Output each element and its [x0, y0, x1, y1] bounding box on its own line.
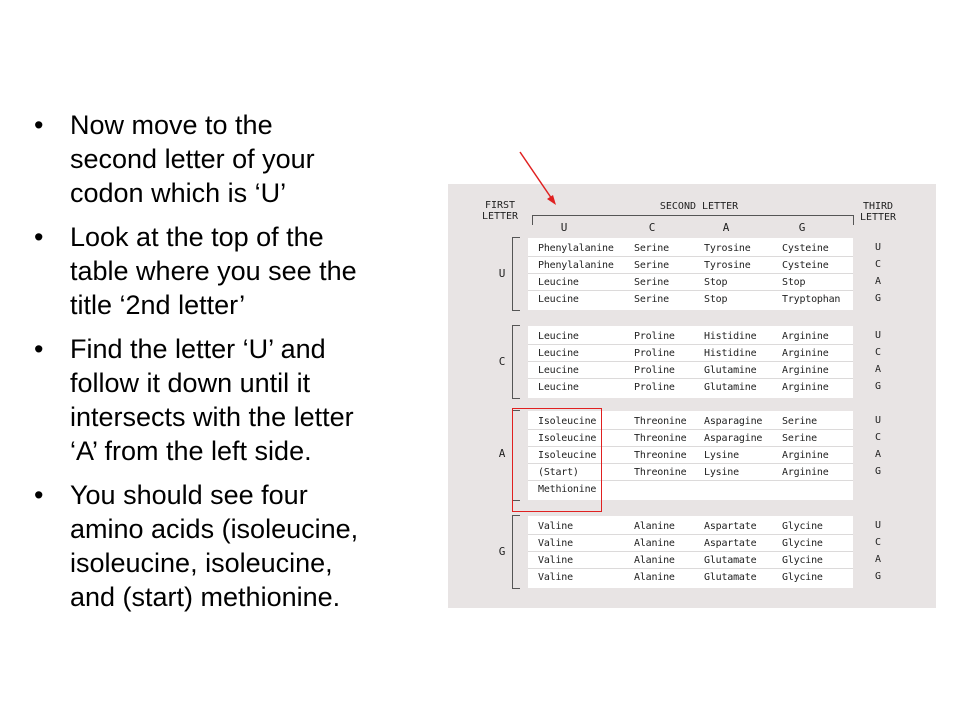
second-letter-u: U	[560, 221, 568, 234]
amino-acid-cell: Valine	[538, 538, 573, 549]
amino-acid-cell: Histidine	[704, 348, 757, 359]
codon-block	[528, 238, 853, 310]
amino-acid-cell: Valine	[538, 572, 573, 583]
codon-table	[448, 184, 936, 608]
third-letter-c: C	[874, 432, 882, 443]
amino-acid-cell: Stop	[782, 277, 806, 288]
amino-acid-cell: Aspartate	[704, 538, 757, 549]
second-letter-c: C	[648, 221, 656, 234]
table-row	[528, 552, 853, 569]
amino-acid-cell: Tryptophan	[782, 294, 841, 305]
amino-acid-cell: Alanine	[634, 521, 675, 532]
table-row	[528, 430, 853, 447]
amino-acid-cell: Glycine	[782, 538, 823, 549]
amino-acid-cell: Proline	[634, 382, 675, 393]
third-letter-a: A	[874, 554, 882, 565]
third-letter-u: U	[874, 330, 882, 341]
amino-acid-cell: Leucine	[538, 365, 579, 376]
table-row	[528, 518, 853, 535]
third-letter-header: THIRD LETTER	[859, 201, 897, 223]
second-letter-header: SECOND LETTER	[659, 201, 739, 212]
third-letter-c: C	[874, 537, 882, 548]
amino-acid-cell: Isoleucine	[538, 416, 597, 427]
amino-acid-cell: Arginine	[782, 450, 829, 461]
first-letter-c: C	[498, 355, 506, 368]
table-row	[528, 447, 853, 464]
amino-acid-cell: Arginine	[782, 348, 829, 359]
third-letter-a: A	[874, 364, 882, 375]
third-letter-g: G	[874, 381, 882, 392]
first-letter-g: G	[498, 545, 506, 558]
amino-acid-cell: Glycine	[782, 521, 823, 532]
amino-acid-cell: Cysteine	[782, 260, 829, 271]
amino-acid-cell: Serine	[634, 294, 669, 305]
amino-acid-cell: Serine	[782, 433, 817, 444]
amino-acid-cell: Valine	[538, 555, 573, 566]
amino-acid-cell: Lysine	[704, 450, 739, 461]
amino-acid-cell: Cysteine	[782, 243, 829, 254]
amino-acid-cell: Alanine	[634, 538, 675, 549]
amino-acid-cell: Threonine	[634, 416, 687, 427]
third-letter-g: G	[874, 466, 882, 477]
bullet-item	[32, 220, 432, 322]
codon-block	[528, 516, 853, 588]
third-letter-u: U	[874, 415, 882, 426]
amino-acid-cell: Threonine	[634, 450, 687, 461]
first-letter-u: U	[498, 267, 506, 280]
bullet-list	[32, 108, 432, 624]
amino-acid-cell: Phenylalanine	[538, 243, 614, 254]
amino-acid-cell: Serine	[634, 277, 669, 288]
amino-acid-cell: Stop	[704, 294, 728, 305]
first-letter-brace	[512, 515, 520, 589]
third-letter-c: C	[874, 347, 882, 358]
table-row	[528, 362, 853, 379]
amino-acid-cell: Glutamine	[704, 365, 757, 376]
amino-acid-cell: Tyrosine	[704, 260, 751, 271]
amino-acid-cell: Histidine	[704, 331, 757, 342]
bullet-item	[32, 108, 432, 210]
amino-acid-cell: Lysine	[704, 467, 739, 478]
amino-acid-cell: Stop	[704, 277, 728, 288]
third-letter-g: G	[874, 293, 882, 304]
bullet-text: Find the letter ‘U’ and follow it down until it intersects with the letter ‘A’ from the left side.	[70, 334, 354, 466]
table-row	[528, 257, 853, 274]
table-row	[528, 569, 853, 586]
amino-acid-cell: Threonine	[634, 433, 687, 444]
red-arrow-icon	[510, 148, 560, 210]
table-row	[528, 345, 853, 362]
table-row	[528, 464, 853, 481]
amino-acid-cell: Glycine	[782, 572, 823, 583]
amino-acid-cell: Tyrosine	[704, 243, 751, 254]
amino-acid-cell: Arginine	[782, 331, 829, 342]
bullet-text: You should see four amino acids (isoleucine, isoleucine, isoleucine, and (start) methionine.	[70, 480, 359, 612]
bullet-marker: •	[34, 110, 44, 140]
amino-acid-cell: Alanine	[634, 555, 675, 566]
table-row	[528, 413, 853, 430]
amino-acid-cell: Leucine	[538, 348, 579, 359]
amino-acid-cell: Serine	[634, 260, 669, 271]
amino-acid-cell: Arginine	[782, 382, 829, 393]
table-row	[528, 291, 853, 308]
table-row	[528, 328, 853, 345]
bullet-text: Now move to the second letter of your codon which is ‘U’	[70, 110, 315, 208]
amino-acid-cell: Asparagine	[704, 416, 763, 427]
amino-acid-cell: Serine	[782, 416, 817, 427]
amino-acid-cell: Glutamate	[704, 572, 757, 583]
second-letter-g: G	[798, 221, 806, 234]
amino-acid-cell: Alanine	[634, 572, 675, 583]
codon-block	[528, 411, 853, 500]
first-letter-a: A	[498, 447, 506, 460]
bullet-marker: •	[34, 334, 44, 364]
amino-acid-cell: Serine	[634, 243, 669, 254]
codon-block	[528, 326, 853, 398]
amino-acid-cell: Isoleucine	[538, 433, 597, 444]
table-row	[528, 481, 853, 498]
amino-acid-cell: Leucine	[538, 382, 579, 393]
first-letter-brace	[512, 237, 520, 311]
amino-acid-cell: Proline	[634, 348, 675, 359]
amino-acid-cell: Valine	[538, 521, 573, 532]
table-row	[528, 379, 853, 396]
amino-acid-cell: Proline	[634, 331, 675, 342]
amino-acid-cell: Proline	[634, 365, 675, 376]
table-row	[528, 535, 853, 552]
table-row	[528, 274, 853, 291]
first-letter-brace	[512, 410, 520, 501]
first-letter-header: FIRST LETTER	[481, 200, 519, 222]
third-letter-u: U	[874, 520, 882, 531]
amino-acid-cell: Aspartate	[704, 521, 757, 532]
first-letter-brace	[512, 325, 520, 399]
third-letter-u: U	[874, 242, 882, 253]
table-row	[528, 240, 853, 257]
amino-acid-cell: Isoleucine	[538, 450, 597, 461]
second-letter-a: A	[722, 221, 730, 234]
amino-acid-cell: (Start)	[538, 467, 579, 478]
amino-acid-cell: Methionine	[538, 484, 597, 495]
amino-acid-cell: Asparagine	[704, 433, 763, 444]
amino-acid-cell: Glutamine	[704, 382, 757, 393]
amino-acid-cell: Leucine	[538, 331, 579, 342]
bullet-item	[32, 332, 432, 468]
amino-acid-cell: Arginine	[782, 467, 829, 478]
bullet-marker: •	[34, 222, 44, 252]
third-letter-g: G	[874, 571, 882, 582]
amino-acid-cell: Glutamate	[704, 555, 757, 566]
bullet-item	[32, 478, 432, 614]
bullet-marker: •	[34, 480, 44, 510]
third-letter-c: C	[874, 259, 882, 270]
amino-acid-cell: Leucine	[538, 294, 579, 305]
bullet-text: Look at the top of the table where you see the title ‘2nd letter’	[70, 222, 357, 320]
amino-acid-cell: Phenylalanine	[538, 260, 614, 271]
third-letter-a: A	[874, 449, 882, 460]
amino-acid-cell: Leucine	[538, 277, 579, 288]
amino-acid-cell: Arginine	[782, 365, 829, 376]
amino-acid-cell: Threonine	[634, 467, 687, 478]
third-letter-a: A	[874, 276, 882, 287]
amino-acid-cell: Glycine	[782, 555, 823, 566]
